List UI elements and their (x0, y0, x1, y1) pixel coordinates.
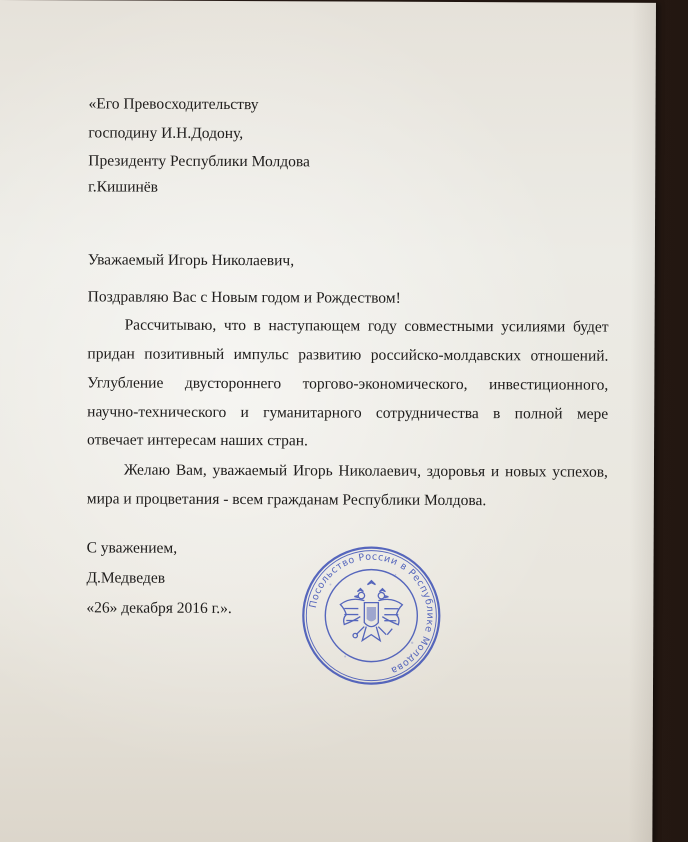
seal-ring-textpath: Посольство России в Республике Молдова (307, 551, 436, 676)
closing-date: «26» декабря 2016 г.». (86, 599, 232, 618)
paragraph2-line-2: мира и процветания - всем гражданам Республики Молдова. (86, 490, 487, 510)
paragraph1-line-3: Углубление двустороннего торгово-экономического, инвестиционного, (87, 374, 609, 394)
double-headed-eagle-icon (340, 580, 402, 640)
addressee-line-3: Президенту Республики Молдова (88, 152, 310, 171)
paragraph1-line-2: придан позитивный импульс развитию российско-молдавских отношений. (87, 345, 609, 365)
addressee-line-4: г.Кишинёв (88, 178, 159, 196)
salutation: Уважаемый Игорь Николаевич, (87, 251, 295, 270)
paragraph2-line-1: Желаю Вам, уважаемый Игорь Николаевич, здоровья и новых успехов, (123, 461, 608, 481)
embassy-seal-stamp (300, 544, 443, 687)
paragraph1-line-4: научно-технического и гуманитарного сотрудничества в полной мере (87, 403, 609, 423)
greeting: Поздравляю Вас с Новым годом и Рождеством! (87, 288, 401, 307)
paragraph1-line-1: Рассчитываю, что в наступающем году совместными усилиями будет (124, 316, 609, 336)
closing-signer: Д.Медведев (86, 569, 166, 587)
closing-regards: С уважением, (86, 539, 178, 557)
addressee-line-1: «Его Превосходительству (88, 95, 259, 114)
addressee-line-2: господину И.Н.Додону, (88, 124, 244, 143)
paragraph1-line-5: отвечает интересам наших стран. (87, 431, 308, 450)
